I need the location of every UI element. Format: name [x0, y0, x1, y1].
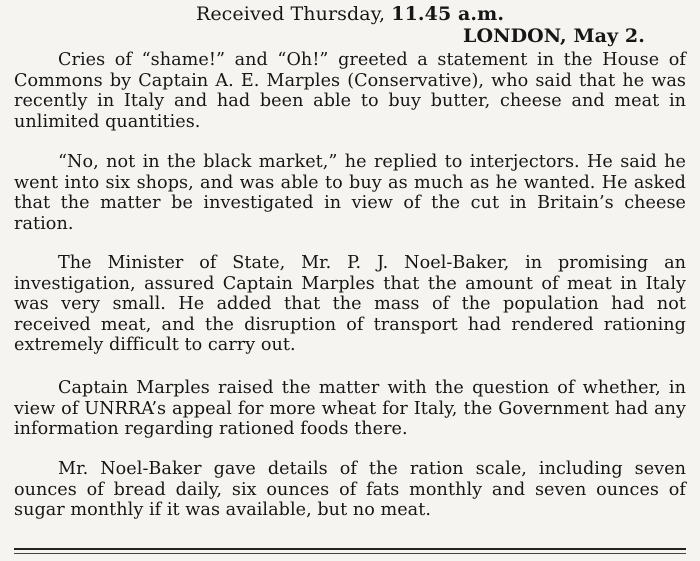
paragraph-text: Captain Marples raised the matter with the question of whether, in view of UNRRA’s appeal for more wheat for Italy, the Government had any information regarding rationed foods there.	[14, 378, 686, 440]
article-paragraph	[14, 253, 686, 356]
article-paragraph	[14, 50, 686, 132]
article-paragraph	[14, 459, 686, 521]
paragraph-text: Mr. Noel-Baker gave details of the ration scale, including seven ounces of bread daily, six ounces of fats monthly and seven ounces of sugar monthly if it was available, but no meat.	[14, 459, 686, 521]
received-prefix: Received Thursday,	[195, 3, 392, 25]
received-line	[0, 3, 700, 25]
paragraph-text: “No, not in the black market,” he replied to interjectors. He said he went into six shops, and was able to buy as much as he wanted. He asked that the matter be investigated in view of the cut in Britain’s cheese ration.	[14, 152, 686, 234]
dateline: LONDON, May 2.	[463, 25, 645, 47]
received-time: 11.45 a.m.	[391, 3, 505, 25]
article-paragraph	[14, 152, 686, 234]
paragraph-text: The Minister of State, Mr. P. J. Noel-Baker, in promising an investigation, assured Captain Marples that the amount of meat in Italy was very small. He added that the mass of the population had not received meat, and the disruption of transport had rendered rationing extremely difficult to carry out.	[14, 253, 686, 356]
paragraph-text: Cries of “shame!” and “Oh!” greeted a statement in the House of Commons by Captain A. E. Marples (Conservative), who said that he was recently in Italy and had been able to buy butter, cheese and meat in unlimited quantities.	[14, 50, 686, 132]
closing-rule	[14, 548, 686, 550]
article-paragraph	[14, 378, 686, 440]
closing-rule-thin	[14, 553, 686, 554]
